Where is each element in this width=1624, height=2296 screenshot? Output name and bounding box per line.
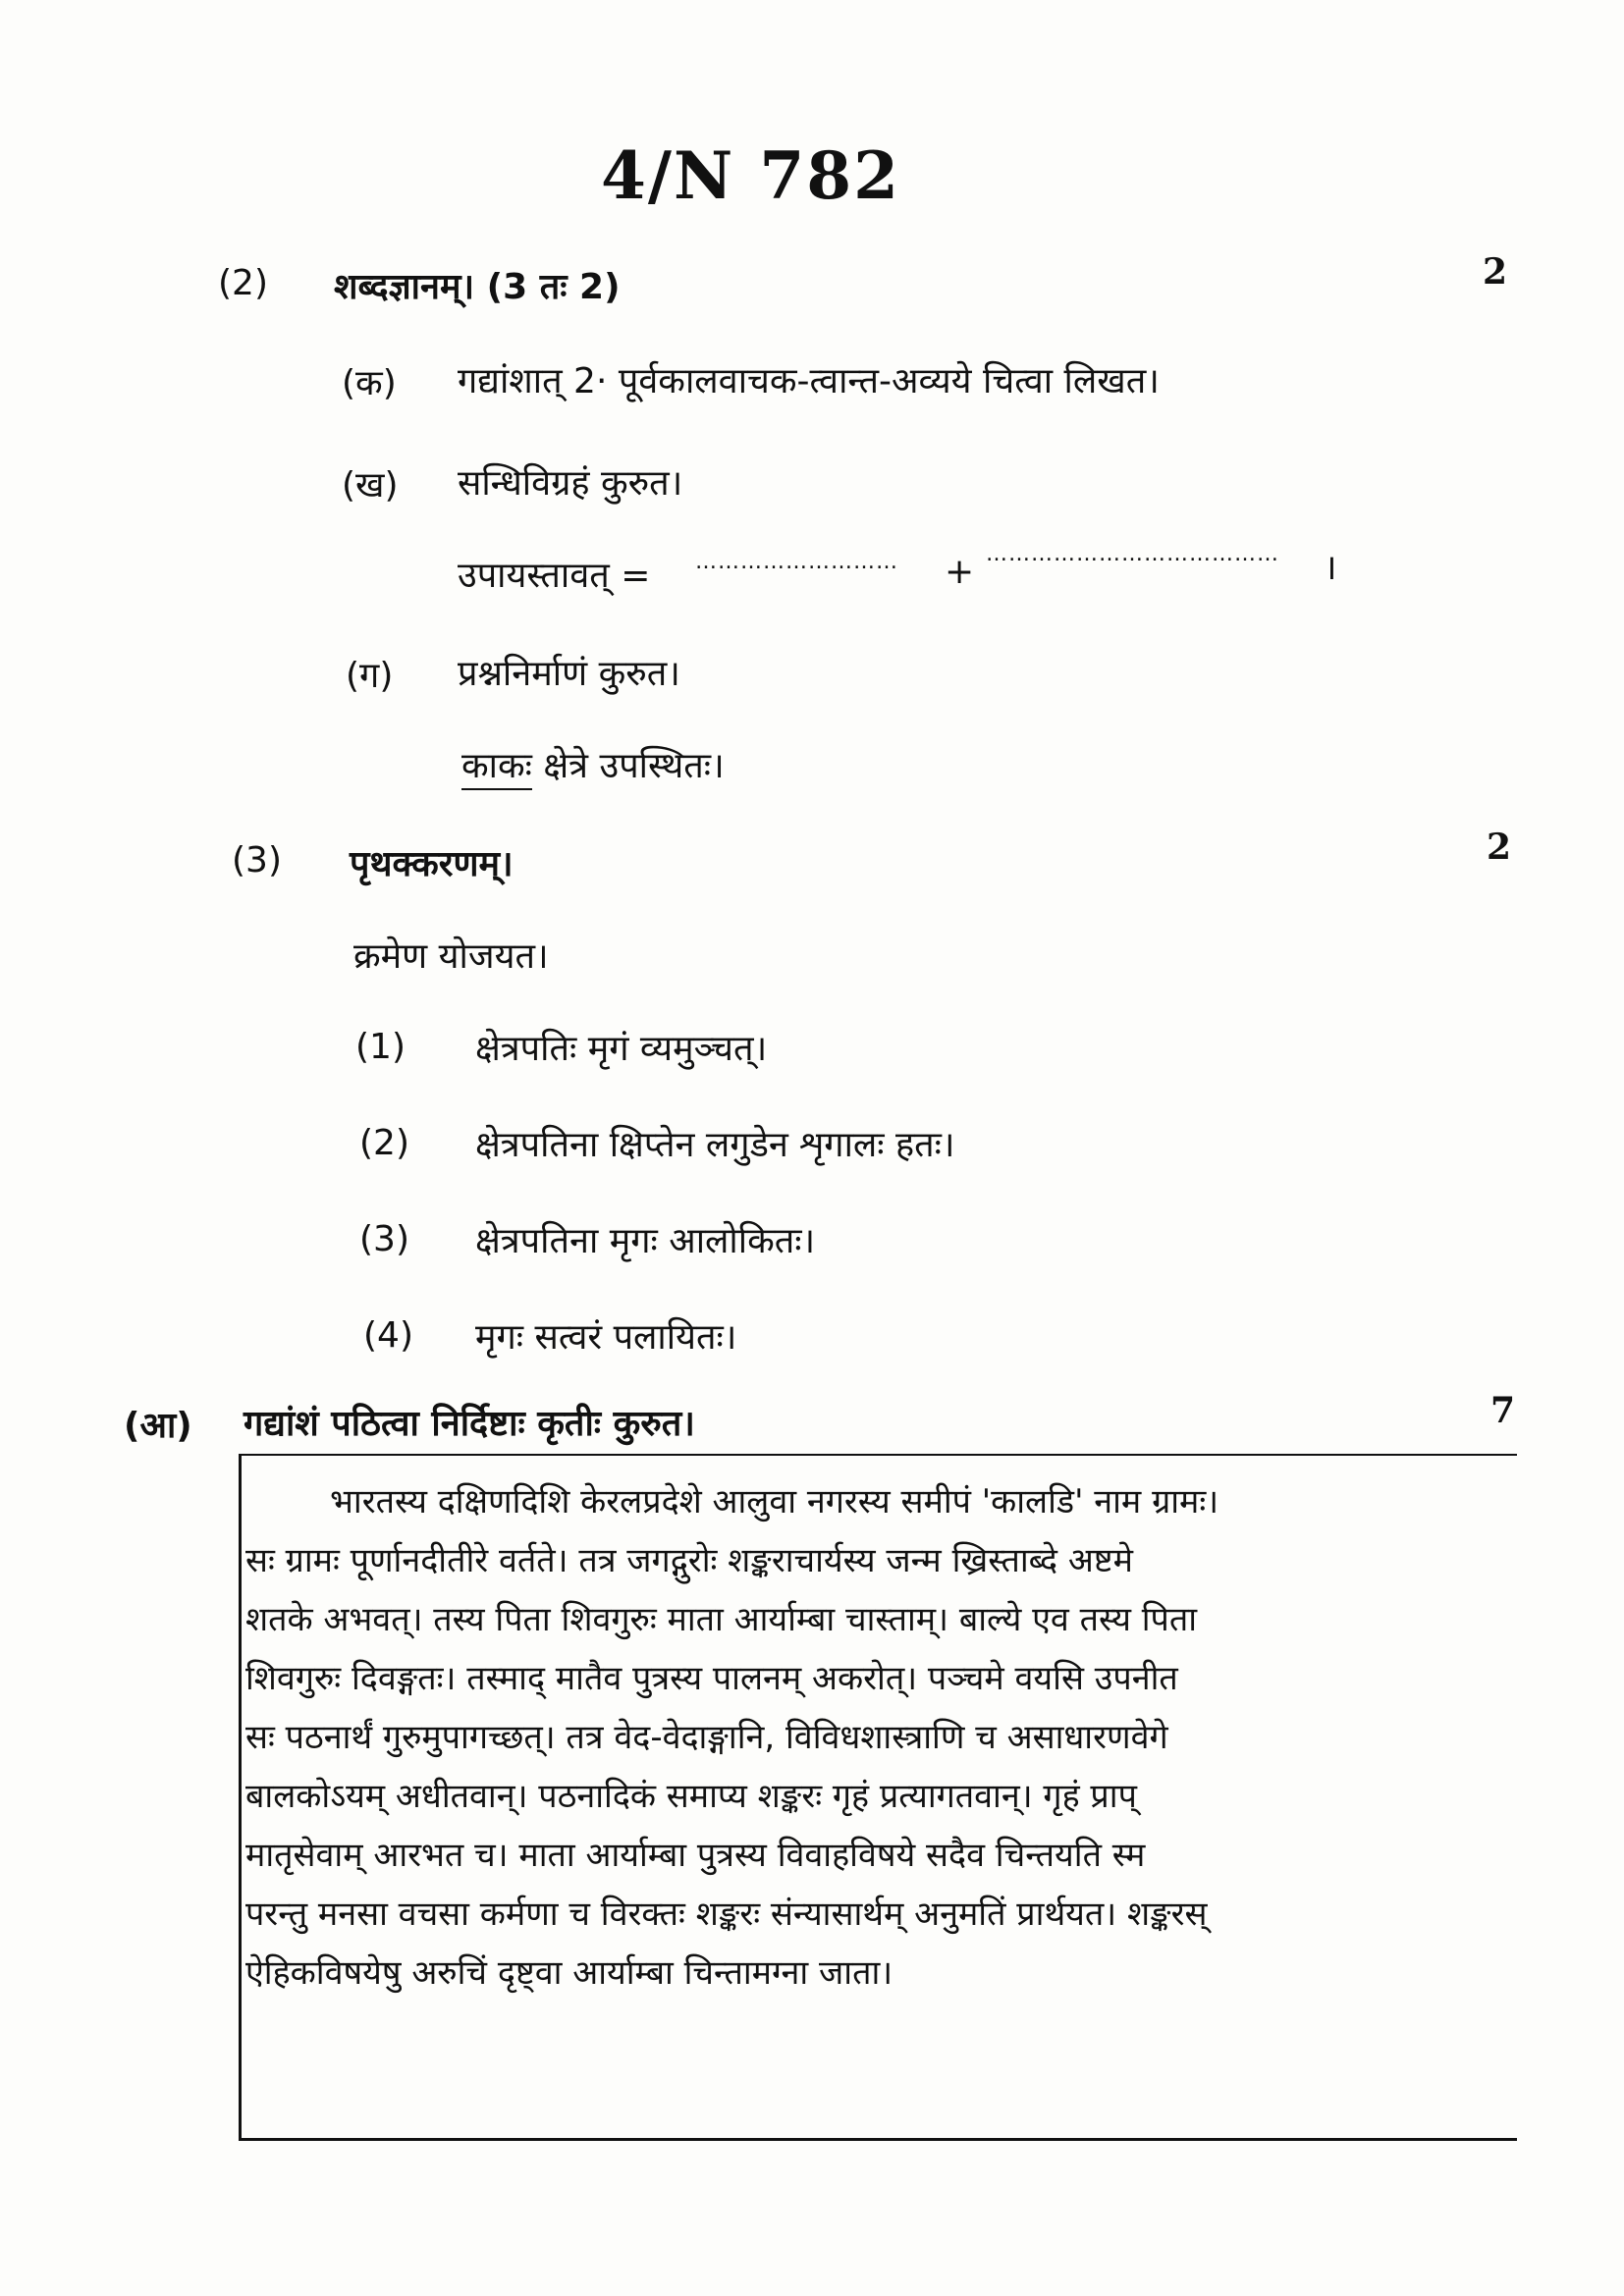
sequence-item-number: (3) bbox=[359, 1219, 409, 1259]
passage-line: सः ग्रामः पूर्णानदीतीरे वर्तते। तत्र जगद्गुरोः शङ्कराचार्यस्य जन्म ख्रिस्ताब्दे अष्टमे bbox=[245, 1541, 1133, 1580]
passage-line: परन्तु मनसा वचसा कर्मणा च विरक्तः शङ्करः संन्यासार्थम् अनुमतिं प्रार्थयत। शङ्करस् bbox=[245, 1895, 1208, 1934]
passage-line: सः पठनार्थं गुरुमुपागच्छत्। तत्र वेद-वेदाङ्गानि, विविधशास्त्राणि च असाधारणवेगे bbox=[245, 1718, 1168, 1757]
plus-sign: + bbox=[945, 552, 975, 592]
section-3-marks: 2 bbox=[1487, 827, 1512, 868]
underlined-word: काकः bbox=[461, 746, 532, 790]
passage-text bbox=[245, 1472, 1512, 2002]
answer-blank-1: ……………………… bbox=[695, 550, 898, 574]
passage-line: शिवगुरुः दिवङ्गतः। तस्माद् मातैव पुत्रस्य पालनम् अकरोत्। पञ्चमे वयसि उपनीत bbox=[245, 1659, 1178, 1698]
passage-line: भारतस्य दक्षिणदिशि केरलप्रदेशे आलुवा नगरस्य समीपं 'कालडि' नाम ग्रामः। bbox=[330, 1482, 1219, 1522]
passage-line: मातृसेवाम् आरभत च। माता आर्याम्बा पुत्रस्य विवाहविषये सदैव चिन्तयति स्म bbox=[245, 1836, 1146, 1875]
line-end-danda: । bbox=[1324, 548, 1337, 588]
sequence-item-number: (1) bbox=[355, 1027, 406, 1067]
question-ka-number: (क) bbox=[342, 363, 397, 403]
section-aa-number: (आ) bbox=[124, 1406, 192, 1446]
answer-blank-2: ………………………………… bbox=[986, 542, 1279, 566]
section-2-number: (2) bbox=[218, 263, 268, 303]
section-2-title: शब्दज्ञानम्। (3 तः 2) bbox=[334, 267, 621, 307]
section-aa-marks: 7 bbox=[1490, 1390, 1516, 1431]
question-sentence bbox=[461, 740, 725, 788]
question-ga-number: (ग) bbox=[346, 656, 394, 696]
section-3-title: पृथक्करणम्। bbox=[350, 844, 514, 884]
sequence-item-number: (4) bbox=[363, 1315, 413, 1356]
sequence-item-text: क्षेत्रपतिः मृगं व्यमुञ्चत्। bbox=[475, 1029, 768, 1069]
sequence-item-number: (2) bbox=[359, 1123, 409, 1163]
section-aa-title: गद्यांशं पठित्वा निर्दिष्टाः कृतीः कुरुत। bbox=[244, 1404, 695, 1444]
question-kha-text: सन्धिविग्रहं कुरुत। bbox=[458, 463, 683, 504]
question-kha-number: (ख) bbox=[342, 465, 399, 506]
passage-line: शतके अभवत्। तस्य पिता शिवगुरुः माता आर्याम्बा चास्ताम्। बाल्ये एव तस्य पिता bbox=[245, 1600, 1198, 1639]
question-ka-text: गद्यांशात् 2· पूर्वकालवाचक-त्वान्त-अव्यये चित्वा लिखत। bbox=[458, 361, 1160, 401]
sequence-item-text: मृगः सत्वरं पलायितः। bbox=[475, 1317, 737, 1358]
section-3-instruction: क्रमेण योजयत। bbox=[353, 936, 549, 977]
passage-line: ऐहिकविषयेषु अरुचिं दृष्ट्वा आर्याम्बा चिन्तामग्ना जाता। bbox=[245, 1953, 893, 1993]
section-2-marks: 2 bbox=[1483, 251, 1508, 293]
sequence-item-text: क्षेत्रपतिना मृगः आलोकितः। bbox=[475, 1221, 816, 1261]
sequence-item-text: क्षेत्रपतिना क्षिप्तेन लगुडेन शृगालः हतः। bbox=[475, 1125, 955, 1165]
passage-line: बालकोऽयम् अधीतवान्। पठनादिकं समाप्य शङ्करः गृहं प्रत्यागतवान्। गृहं प्राप् bbox=[245, 1777, 1137, 1816]
page-code: 4/N 782 bbox=[601, 137, 901, 214]
section-3-number: (3) bbox=[232, 840, 282, 881]
question-ga-text: प्रश्ननिर्माणं कुरुत। bbox=[458, 654, 680, 694]
sentence-rest: क्षेत्रे उपस्थितः। bbox=[543, 746, 725, 786]
sandhi-expression: उपायस्तावत् = bbox=[458, 556, 651, 596]
